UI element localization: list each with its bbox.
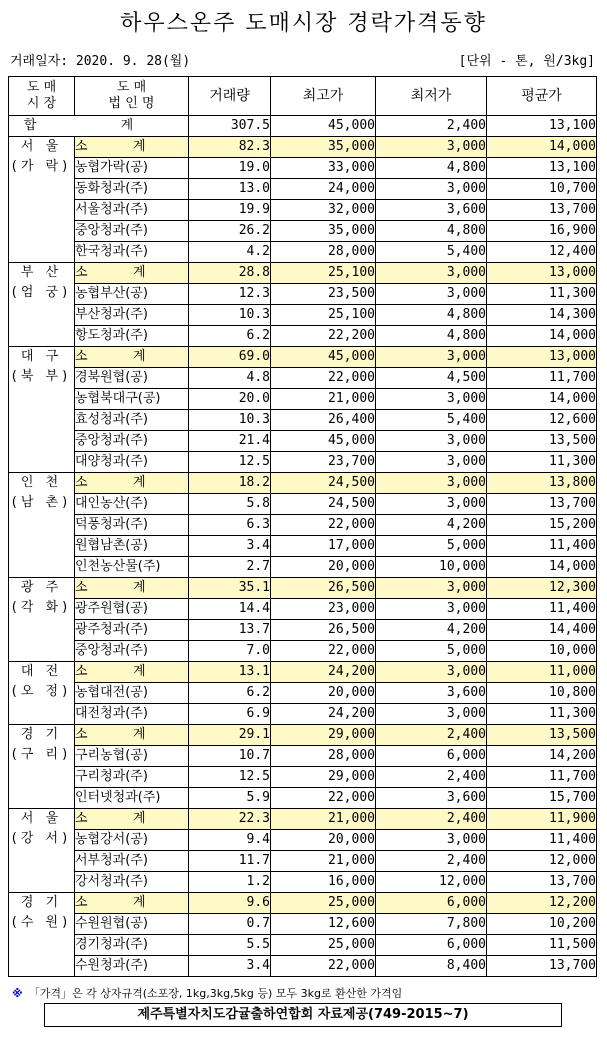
total-volume: 307.5 [189,116,271,137]
corp-name: 광주청과(주) [75,620,189,641]
cell-max: 20,000 [271,830,376,851]
subtotal-min: 2,400 [376,725,487,746]
cell-max: 23,700 [271,452,376,473]
cell-avg: 10,700 [487,179,597,200]
corp-name: 농협부산(공) [75,284,189,305]
subtotal-avg: 13,500 [487,725,597,746]
subtotal-label: 소 계 [75,809,189,830]
page-title: 하우스온주 도매시장 경락가격동향 [120,11,487,36]
cell-volume: 21.4 [189,431,271,452]
cell-max: 25,000 [271,935,376,956]
table-row [9,410,597,431]
cell-min: 4,800 [376,305,487,326]
cell-avg: 11,700 [487,368,597,389]
corp-name: 농협가락(공) [75,158,189,179]
cell-max: 32,000 [271,200,376,221]
cell-min: 6,000 [376,935,487,956]
cell-avg: 11,300 [487,452,597,473]
subtotal-min: 3,000 [376,347,487,368]
cell-volume: 5.8 [189,494,271,515]
subtotal-avg: 14,000 [487,137,597,158]
cell-min: 3,600 [376,200,487,221]
corp-name: 경북원협(공) [75,368,189,389]
subtotal-volume: 13.1 [189,662,271,683]
cell-volume: 7.0 [189,641,271,662]
table-row [9,830,597,851]
cell-volume: 6.3 [189,515,271,536]
cell-max: 21,000 [271,851,376,872]
cell-avg: 12,400 [487,242,597,263]
cell-min: 12,000 [376,872,487,893]
table-row [9,221,597,242]
subtotal-max: 24,200 [271,662,376,683]
total-avg: 13,100 [487,116,597,137]
subtotal-max: 35,000 [271,137,376,158]
table-row [9,704,597,725]
subtotal-max: 24,500 [271,473,376,494]
table-row [9,788,597,809]
subtotal-label: 소 계 [75,263,189,284]
header-volume: 거래량 [189,77,271,116]
header-corp: 도 매 법 인 명 [75,77,189,116]
subtotal-label: 소 계 [75,725,189,746]
cell-volume: 1.2 [189,872,271,893]
region-name: 광 주 (각 화) [9,578,75,662]
table-row [9,683,597,704]
subtotal-label: 소 계 [75,893,189,914]
cell-max: 26,500 [271,620,376,641]
cell-min: 3,000 [376,830,487,851]
subtotal-max: 25,000 [271,893,376,914]
table-row [9,767,597,788]
subtotal-min: 3,000 [376,137,487,158]
corp-name: 농협강서(공) [75,830,189,851]
header-avg: 평균가 [487,77,597,116]
cell-volume: 4.2 [189,242,271,263]
table-row [9,326,597,347]
subtotal-max: 26,500 [271,578,376,599]
cell-min: 3,000 [376,389,487,410]
cell-volume: 6.2 [189,683,271,704]
table-row [9,515,597,536]
corp-name: 농협대전(공) [75,683,189,704]
subtotal-avg: 13,000 [487,263,597,284]
cell-min: 4,800 [376,221,487,242]
region-name: 경 기 (구 리) [9,725,75,809]
cell-avg: 11,700 [487,767,597,788]
cell-min: 3,000 [376,452,487,473]
cell-avg: 11,400 [487,830,597,851]
subtotal-max: 21,000 [271,809,376,830]
subtotal-min: 3,000 [376,263,487,284]
table-row [9,431,597,452]
subtotal-avg: 12,200 [487,893,597,914]
table-row [9,851,597,872]
cell-min: 8,400 [376,956,487,977]
corp-name: 수원원협(공) [75,914,189,935]
subtotal-row [9,347,597,368]
subtotal-avg: 13,000 [487,347,597,368]
cell-avg: 13,700 [487,956,597,977]
cell-avg: 13,700 [487,494,597,515]
cell-min: 4,500 [376,368,487,389]
corp-name: 서부청과(주) [75,851,189,872]
cell-avg: 11,300 [487,704,597,725]
table-row [9,641,597,662]
cell-volume: 20.0 [189,389,271,410]
table-row [9,599,597,620]
corp-name: 부산청과(주) [75,305,189,326]
cell-min: 3,600 [376,788,487,809]
cell-volume: 10.7 [189,746,271,767]
subtotal-avg: 11,900 [487,809,597,830]
cell-max: 22,000 [271,956,376,977]
cell-min: 4,800 [376,158,487,179]
table-row [9,179,597,200]
cell-max: 28,000 [271,242,376,263]
table-row [9,494,597,515]
cell-min: 3,000 [376,179,487,200]
subtotal-row [9,263,597,284]
cell-avg: 11,400 [487,536,597,557]
subtotal-max: 29,000 [271,725,376,746]
cell-avg: 10,000 [487,641,597,662]
subtotal-avg: 12,300 [487,578,597,599]
cell-volume: 13.0 [189,179,271,200]
cell-volume: 6.9 [189,704,271,725]
subtotal-volume: 22.3 [189,809,271,830]
cell-min: 2,400 [376,767,487,788]
cell-volume: 12.3 [189,284,271,305]
cell-volume: 26.2 [189,221,271,242]
subtotal-min: 3,000 [376,578,487,599]
cell-volume: 3.4 [189,956,271,977]
cell-max: 20,000 [271,557,376,578]
cell-volume: 5.9 [189,788,271,809]
corp-name: 중앙청과(주) [75,641,189,662]
cell-min: 7,800 [376,914,487,935]
subtotal-avg: 13,800 [487,473,597,494]
cell-avg: 15,200 [487,515,597,536]
corp-name: 구리농협(공) [75,746,189,767]
subtotal-volume: 29.1 [189,725,271,746]
table-row [9,389,597,410]
cell-volume: 14.4 [189,599,271,620]
subtotal-min: 3,000 [376,473,487,494]
cell-max: 28,000 [271,746,376,767]
cell-avg: 10,200 [487,914,597,935]
cell-avg: 10,800 [487,683,597,704]
subtotal-volume: 35.1 [189,578,271,599]
cell-avg: 14,300 [487,305,597,326]
cell-avg: 15,700 [487,788,597,809]
cell-avg: 14,400 [487,620,597,641]
cell-avg: 12,000 [487,851,597,872]
header-market: 도 매 시 장 [9,77,75,116]
subtotal-max: 45,000 [271,347,376,368]
total-max: 45,000 [271,116,376,137]
note-text: 「가격」은 각 상자규격(소포장, 1kg,3kg,5kg 등) 모두 3kg로 환산한 가격임 [28,987,403,1000]
corp-name: 대전청과(주) [75,704,189,725]
subtotal-label: 소 계 [75,473,189,494]
subtotal-volume: 82.3 [189,137,271,158]
table-row [9,557,597,578]
corp-name: 중앙청과(주) [75,221,189,242]
corp-name: 한국청과(주) [75,242,189,263]
cell-avg: 13,500 [487,431,597,452]
subtotal-volume: 9.6 [189,893,271,914]
subtotal-label: 소 계 [75,137,189,158]
region-name: 대 전 (오 정) [9,662,75,725]
cell-volume: 6.2 [189,326,271,347]
corp-name: 대인농산(주) [75,494,189,515]
cell-avg: 16,900 [487,221,597,242]
cell-max: 21,000 [271,389,376,410]
table-row [9,452,597,473]
subtotal-min: 2,400 [376,809,487,830]
cell-min: 3,000 [376,494,487,515]
region-name: 대 구 (북 부) [9,347,75,473]
cell-min: 4,800 [376,326,487,347]
corp-name: 경기청과(주) [75,935,189,956]
cell-avg: 13,700 [487,200,597,221]
subtotal-row [9,725,597,746]
cell-min: 2,400 [376,851,487,872]
corp-name: 구리청과(주) [75,767,189,788]
cell-max: 23,500 [271,284,376,305]
cell-max: 22,200 [271,326,376,347]
corp-name: 대양청과(주) [75,452,189,473]
subtotal-min: 3,000 [376,662,487,683]
cell-min: 4,200 [376,620,487,641]
subtotal-label: 소 계 [75,347,189,368]
table-row [9,956,597,977]
cell-avg: 13,700 [487,872,597,893]
subtotal-label: 소 계 [75,662,189,683]
cell-volume: 10.3 [189,410,271,431]
cell-volume: 11.7 [189,851,271,872]
cell-min: 3,000 [376,704,487,725]
cell-volume: 12.5 [189,767,271,788]
table-row [9,200,597,221]
cell-volume: 13.7 [189,620,271,641]
note-mark: ※ [12,987,23,1000]
cell-min: 3,600 [376,683,487,704]
cell-volume: 5.5 [189,935,271,956]
cell-max: 45,000 [271,431,376,452]
subtotal-row [9,137,597,158]
table-row [9,935,597,956]
table-row [9,914,597,935]
corp-name: 중앙청과(주) [75,431,189,452]
subtotal-row [9,473,597,494]
cell-max: 22,000 [271,641,376,662]
cell-min: 5,000 [376,536,487,557]
table-row [9,368,597,389]
corp-name: 인천농산물(주) [75,557,189,578]
cell-volume: 9.4 [189,830,271,851]
cell-max: 20,000 [271,683,376,704]
corp-name: 효성청과(주) [75,410,189,431]
cell-max: 26,400 [271,410,376,431]
subtotal-volume: 69.0 [189,347,271,368]
cell-avg: 11,400 [487,599,597,620]
subtotal-avg: 11,000 [487,662,597,683]
corp-name: 동화청과(주) [75,179,189,200]
subtotal-label: 소 계 [75,578,189,599]
cell-max: 24,200 [271,704,376,725]
header-min: 최저가 [376,77,487,116]
cell-max: 17,000 [271,536,376,557]
corp-name: 항도청과(주) [75,326,189,347]
cell-volume: 2.7 [189,557,271,578]
unit-label: [단위 - 톤, 원/3kg] [458,54,595,69]
cell-max: 24,000 [271,179,376,200]
cell-max: 25,100 [271,305,376,326]
subtotal-row [9,662,597,683]
total-label: 합 계 [9,116,189,137]
table-row [9,158,597,179]
cell-min: 5,000 [376,641,487,662]
cell-min: 3,000 [376,599,487,620]
cell-volume: 0.7 [189,914,271,935]
cell-max: 24,500 [271,494,376,515]
corp-name: 인터넷청과(주) [75,788,189,809]
cell-avg: 14,000 [487,389,597,410]
cell-min: 5,400 [376,410,487,431]
cell-avg: 14,200 [487,746,597,767]
cell-min: 6,000 [376,746,487,767]
cell-volume: 19.0 [189,158,271,179]
region-name: 경 기 (수 원) [9,893,75,977]
table-row [9,746,597,767]
cell-max: 23,000 [271,599,376,620]
region-name: 서 울 (가 락) [9,137,75,263]
region-name: 서 울 (강 서) [9,809,75,893]
corp-name: 원협남촌(공) [75,536,189,557]
footnote [12,985,402,1001]
cell-avg: 13,100 [487,158,597,179]
subtotal-row [9,809,597,830]
cell-volume: 19.9 [189,200,271,221]
cell-avg: 11,500 [487,935,597,956]
region-name: 인 천 (남 촌) [9,473,75,578]
cell-avg: 11,300 [487,284,597,305]
cell-avg: 12,600 [487,410,597,431]
cell-min: 3,000 [376,431,487,452]
header-max: 최고가 [271,77,376,116]
cell-max: 22,000 [271,368,376,389]
cell-volume: 3.4 [189,536,271,557]
table-row [9,284,597,305]
corp-name: 덕풍청과(주) [75,515,189,536]
table-row [9,620,597,641]
source-credit: 제주특별자치도감귤출하연합회 자료제공(749-2015~7) [44,1003,562,1027]
subtotal-volume: 18.2 [189,473,271,494]
header-row [9,77,597,116]
cell-max: 29,000 [271,767,376,788]
region-name: 부 산 (엄 궁) [9,263,75,347]
table-row [9,536,597,557]
table-row [9,242,597,263]
total-min: 2,400 [376,116,487,137]
cell-min: 3,000 [376,284,487,305]
cell-max: 33,000 [271,158,376,179]
cell-min: 5,400 [376,242,487,263]
corp-name: 서울청과(주) [75,200,189,221]
subtotal-max: 25,100 [271,263,376,284]
cell-avg: 14,000 [487,326,597,347]
cell-volume: 10.3 [189,305,271,326]
price-table [8,76,597,977]
cell-min: 10,000 [376,557,487,578]
cell-max: 16,000 [271,872,376,893]
corp-name: 강서청과(주) [75,872,189,893]
subtotal-row [9,578,597,599]
subtotal-min: 6,000 [376,893,487,914]
cell-min: 4,200 [376,515,487,536]
table-row [9,305,597,326]
cell-max: 12,600 [271,914,376,935]
subtotal-row [9,893,597,914]
cell-avg: 14,000 [487,557,597,578]
corp-name: 광주원협(공) [75,599,189,620]
cell-max: 35,000 [271,221,376,242]
trade-date: 거래일자: 2020. 9. 28(월) [10,54,191,69]
cell-volume: 4.8 [189,368,271,389]
cell-max: 22,000 [271,515,376,536]
corp-name: 수원청과(주) [75,956,189,977]
cell-volume: 12.5 [189,452,271,473]
cell-max: 22,000 [271,788,376,809]
total-row [9,116,597,137]
corp-name: 농협북대구(공) [75,389,189,410]
subtotal-volume: 28.8 [189,263,271,284]
table-row [9,872,597,893]
